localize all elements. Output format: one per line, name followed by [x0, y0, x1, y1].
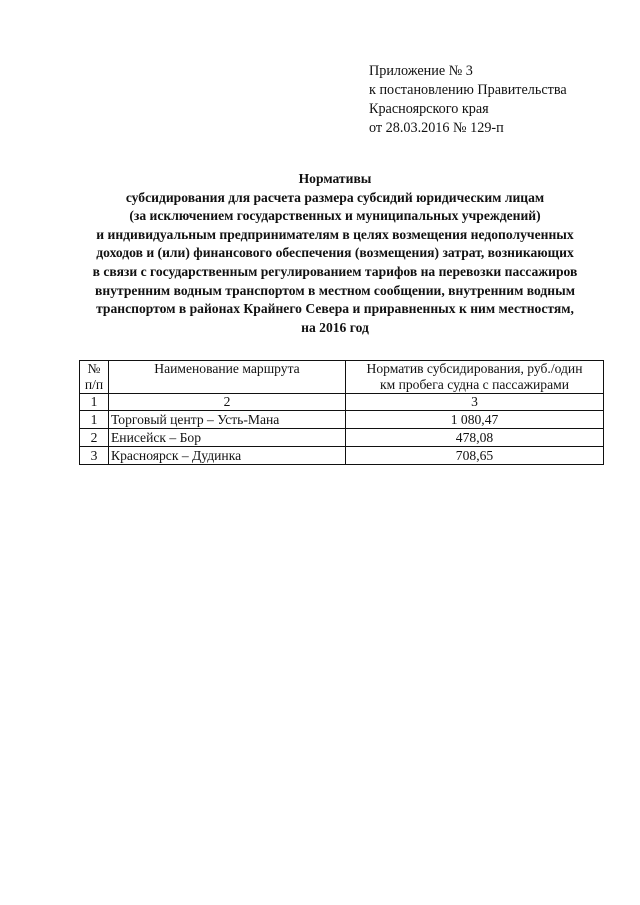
norm-value: 1 080,47 — [346, 411, 604, 429]
title-line: внутренним водным транспортом в местном сообщении, внутренним водным — [95, 282, 575, 298]
header-norm-line2: км пробега судна с пассажирами — [379, 377, 570, 392]
norm-value: 478,08 — [346, 429, 604, 447]
header-number-line2: п/п — [84, 377, 104, 392]
subsidy-norms-table — [79, 360, 604, 465]
header-route: Наименование маршрута — [109, 361, 346, 394]
header-norm — [346, 361, 604, 394]
row-number: 2 — [80, 429, 109, 447]
table-row — [80, 411, 604, 429]
header-number-line1: № — [87, 361, 101, 376]
column-index: 2 — [109, 394, 346, 411]
appendix-date-line: от 28.03.2016 № 129-п — [369, 120, 504, 136]
appendix-reference — [369, 62, 629, 138]
title-line: доходов и (или) финансового обеспечения (возмещения) затрат, возникающих — [96, 245, 574, 261]
title-line: в связи с государственным регулированием тарифов на перевозки пассажиров — [92, 263, 578, 279]
row-number: 3 — [80, 447, 109, 465]
table-row — [80, 447, 604, 465]
appendix-region-line: Красноярского края — [369, 101, 489, 117]
route-name: Торговый центр – Усть-Мана — [109, 411, 346, 429]
appendix-number: Приложение № 3 — [369, 63, 473, 79]
document-title — [40, 170, 630, 337]
title-line: (за исключением государственных и муниципальных учреждений) — [129, 208, 541, 224]
appendix-resolution-line: к постановлению Правительства — [369, 82, 567, 98]
column-index: 1 — [80, 394, 109, 411]
table-row — [80, 429, 604, 447]
title-line: транспортом в районах Крайнего Севера и приравненных к ним местностям, — [96, 301, 574, 317]
title-line: субсидирования для расчета размера субсидий юридическим лицам — [125, 189, 545, 205]
header-number — [80, 361, 109, 394]
norm-value: 708,65 — [346, 447, 604, 465]
column-index: 3 — [346, 394, 604, 411]
title-line: на 2016 год — [301, 319, 369, 335]
route-name: Красноярск – Дудинка — [109, 447, 346, 465]
title-line: и индивидуальным предпринимателям в целях возмещения недополученных — [96, 226, 574, 242]
title-line: Нормативы — [298, 171, 372, 186]
table-header-row — [80, 361, 604, 394]
route-name: Енисейск – Бор — [109, 429, 346, 447]
header-norm-line1: Норматив субсидирования, руб./один — [366, 361, 583, 376]
row-number: 1 — [80, 411, 109, 429]
column-index-row — [80, 394, 604, 411]
